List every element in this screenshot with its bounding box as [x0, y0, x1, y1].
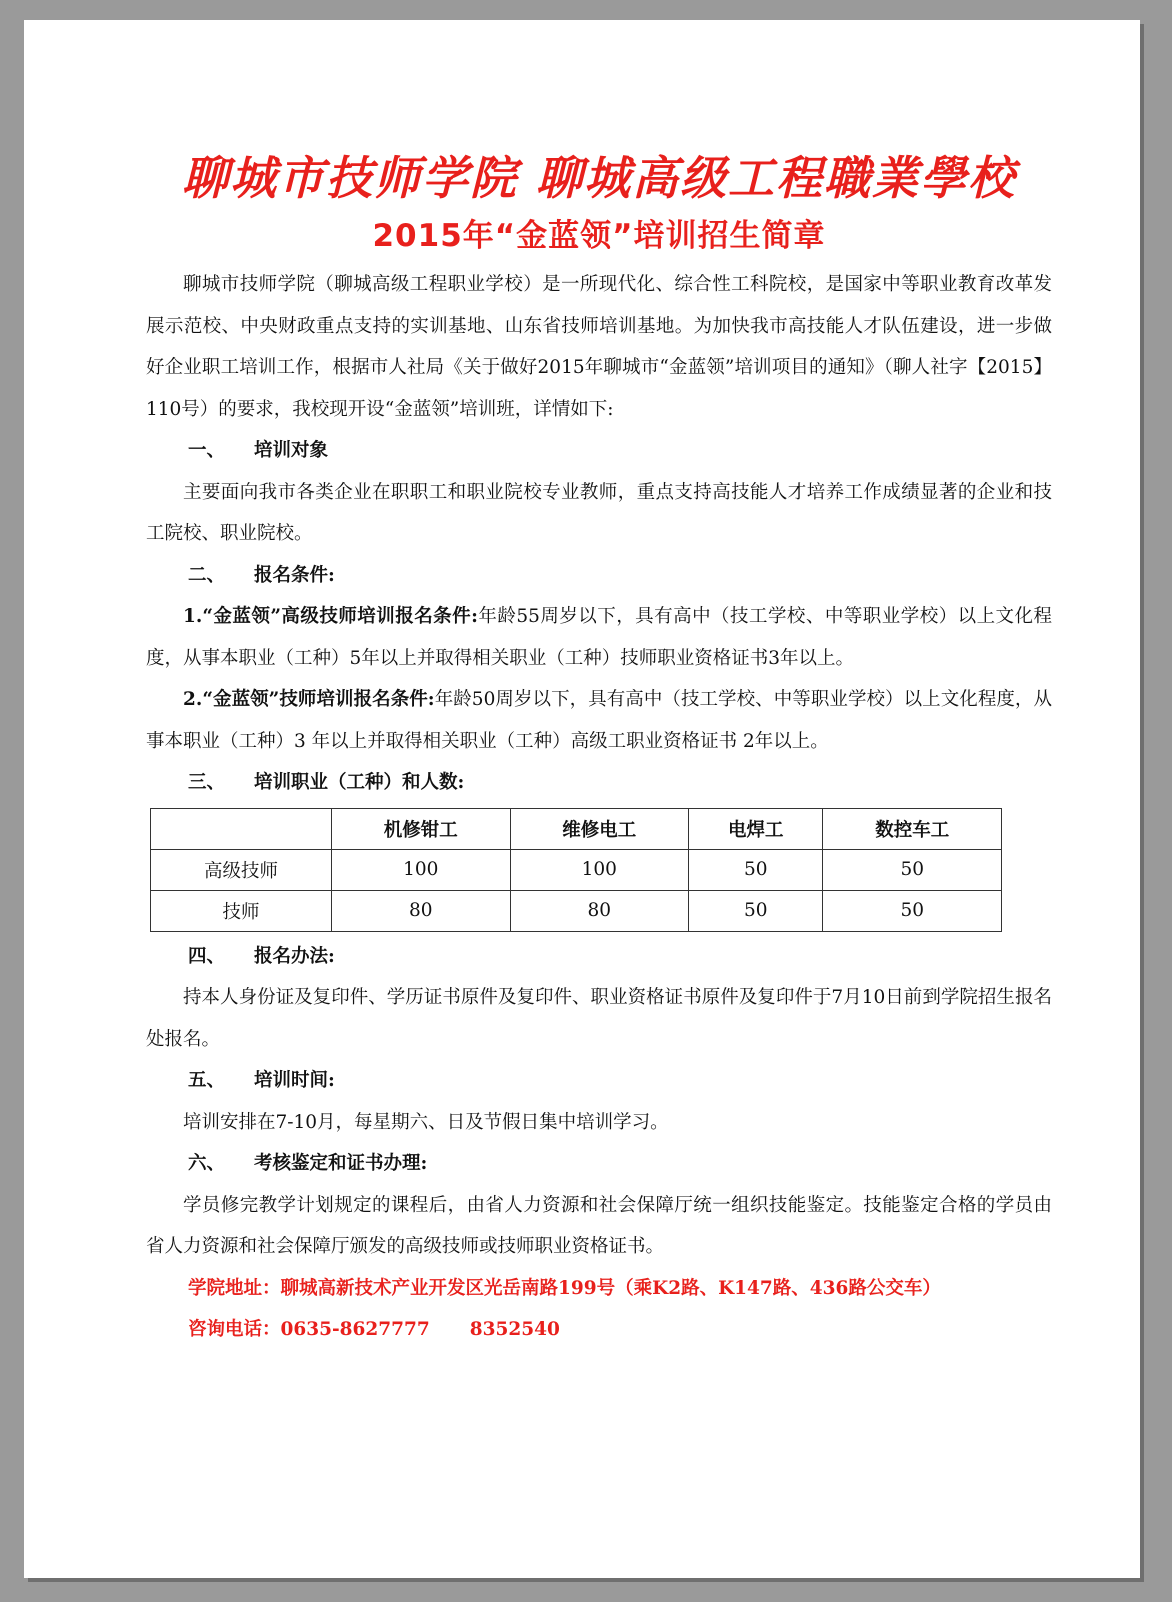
- document-page: [24, 20, 1140, 1578]
- section-1-body: 主要面向我市各类企业在职职工和职业院校专业教师，重点支持高技能人才培养工作成绩显著的企业和技工院校、职业院校。: [146, 481, 1052, 544]
- section-1-heading: [146, 430, 1052, 472]
- school-title: 聊城市技师学院 聊城高级工程職業學校: [181, 151, 1016, 205]
- phone-label: 咨询电话：: [188, 1319, 281, 1340]
- table-row-label: 高级技师: [151, 849, 332, 890]
- table-header-cell: [151, 808, 332, 849]
- section-1-number: 一、: [188, 440, 226, 461]
- table-header-row: [151, 808, 1002, 849]
- section-5-number: 五、: [188, 1070, 226, 1091]
- table-cell: 50: [689, 890, 823, 931]
- section-2-number: 二、: [188, 564, 226, 586]
- table-header-cell: 维修电工: [510, 808, 689, 849]
- condition-2-body: 年龄50周岁以下，具有高中（技工学校、中等职业学校）以上文化程度，从事本职业（工种）3 年以上并取得相关职业（工种）高级工职业资格证书 2年以上。: [146, 689, 1052, 752]
- table-cell: 50: [823, 849, 1002, 890]
- condition-2: [146, 679, 1052, 762]
- section-2-title: 报名条件:: [254, 564, 335, 586]
- document-content: [146, 148, 1052, 1351]
- section-4-heading: [146, 936, 1052, 978]
- section-6-heading: [146, 1143, 1052, 1185]
- table-header-cell: 数控车工: [823, 808, 1002, 849]
- table-cell: 50: [823, 890, 1002, 931]
- table-row-label: 技师: [151, 890, 332, 931]
- section-6-number: 六、: [188, 1153, 226, 1174]
- table-cell: 100: [332, 849, 511, 890]
- condition-1: [146, 596, 1052, 679]
- table-cell: 80: [510, 890, 689, 931]
- section-3-heading: [146, 762, 1052, 804]
- training-table: [150, 808, 1002, 932]
- section-3-number: 三、: [188, 772, 226, 793]
- section-6-body: 学员修完教学计划规定的课程后，由省人力资源和社会保障厅统一组织技能鉴定。技能鉴定合格的学员由省人力资源和社会保障厅颁发的高级技师或技师职业资格证书。: [146, 1194, 1052, 1257]
- condition-1-title: 1.“金蓝领”高级技师培训报名条件:: [183, 606, 478, 627]
- table-row: [151, 890, 1002, 931]
- condition-2-title: 2.“金蓝领”技师培训报名条件:: [183, 689, 435, 710]
- section-4-title: 报名办法:: [254, 945, 335, 967]
- section-5-body: 培训安排在7-10月，每星期六、日及节假日集中培训学习。: [183, 1111, 669, 1133]
- table-header-cell: 机修钳工: [332, 808, 511, 849]
- section-4-body: 持本人身份证及复印件、学历证书原件及复印件、职业资格证书原件及复印件于7月10日前到学院招生报名处报名。: [146, 987, 1052, 1050]
- table-cell: 100: [510, 849, 689, 890]
- section-6-title: 考核鉴定和证书办理:: [254, 1153, 428, 1174]
- section-5-heading: [146, 1060, 1052, 1102]
- section-2-heading: [146, 555, 1052, 597]
- table-cell: 50: [689, 849, 823, 890]
- condition-1-body: 年龄55周岁以下，具有高中（技工学校、中等职业学校）以上文化程度，从事本职业（工种）5年以上并取得相关职业（工种）技师职业资格证书3年以上。: [146, 606, 1052, 669]
- section-4-number: 四、: [188, 945, 226, 967]
- phone-number-2: 8352540: [469, 1319, 560, 1340]
- table-row: [151, 849, 1002, 890]
- phone-number-1: 0635-8627777: [280, 1319, 430, 1340]
- table-cell: 80: [332, 890, 511, 931]
- school-address: 学院地址：聊城高新技术产业开发区光岳南路199号（乘K2路、K147路、436路公交车）: [188, 1277, 941, 1299]
- section-1-title: 培训对象: [254, 440, 329, 461]
- intro-paragraph: 聊城市技师学院（聊城高级工程职业学校）是一所现代化、综合性工科院校，是国家中等职业教育改革发展示范校、中央财政重点支持的实训基地、山东省技师培训基地。为加快我市高技能人才队伍建设，进一步做好企业职工培训工作，根据市人社局《关于做好2015年聊城市“金蓝领”培训项目的通知》（聊人社字【2015】110号）的要求，我校现开设“金蓝领”培训班，详情如下:: [146, 274, 1052, 420]
- contact-phone: [146, 1309, 1052, 1351]
- table-header-cell: 电焊工: [689, 808, 823, 849]
- section-5-title: 培训时间:: [254, 1070, 335, 1091]
- section-3-title: 培训职业（工种）和人数:: [254, 772, 465, 793]
- document-title: 2015年“金蓝领”培训招生简章: [372, 218, 826, 254]
